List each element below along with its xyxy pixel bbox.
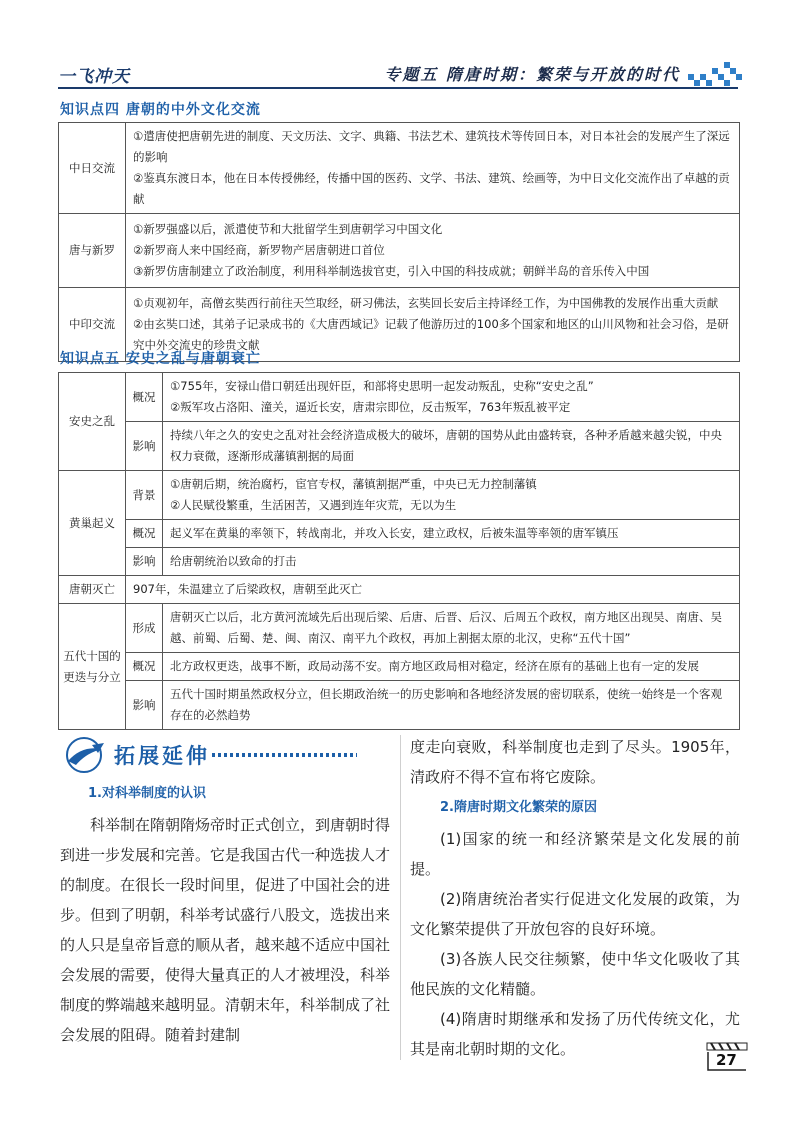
- sub-label: 概况: [126, 520, 163, 548]
- row-content: [163, 373, 740, 422]
- series-title: 一飞冲天: [58, 67, 130, 87]
- content-line: ②人民赋役繁重，生活困苦，又遇到连年灾荒，无以为生: [170, 498, 457, 512]
- row-content: 持续八年之久的安史之乱对社会经济造成极大的破坏，唐朝的国势从此由盛转衰，各种矛盾越来越尖锐，中央权力衰微，逐渐形成藩镇割据的局面: [163, 422, 740, 471]
- dashed-bar: [212, 753, 357, 757]
- sub-label: 概况: [126, 373, 163, 422]
- sub-label: 背景: [126, 471, 163, 520]
- table-row: [59, 373, 740, 422]
- paragraph: (1)国家的统一和经济繁荣是文化发展的前提。: [410, 830, 740, 878]
- row-content: 给唐朝统治以致命的打击: [163, 548, 740, 576]
- row-label: 黄巢起义: [59, 471, 126, 576]
- paragraph: (2)隋唐统治者实行促进文化发展的政策，为文化繁荣提供了开放包容的良好环境。: [410, 890, 740, 938]
- content-line: ③新罗仿唐制建立了政治制度，利用科举制选拔官吏，引入中国的科技成就；朝鲜半岛的音乐传入中国: [133, 264, 650, 278]
- cultural-exchange-table: [58, 122, 740, 362]
- row-content: [126, 123, 740, 214]
- page-number: 27: [716, 1051, 737, 1069]
- table-row: [59, 471, 740, 520]
- swoosh-icon: [62, 735, 108, 775]
- header-rule: [58, 87, 738, 89]
- table-row: [59, 576, 740, 604]
- table-row: [59, 604, 740, 653]
- table-row: [59, 653, 740, 681]
- table-row: [59, 681, 740, 730]
- column-divider: [400, 735, 401, 1060]
- table-row: [59, 214, 740, 288]
- row-content: [163, 471, 740, 520]
- row-label: 唐与新罗: [59, 214, 126, 288]
- section5-title: 知识点五 安史之乱与唐朝衰亡: [60, 351, 261, 367]
- row-label: 中印交流: [59, 288, 126, 362]
- table-row: [59, 520, 740, 548]
- sub-label: 概况: [126, 653, 163, 681]
- row-content: 907年，朱温建立了后梁政权，唐朝至此灭亡: [126, 576, 740, 604]
- content-line: ①唐朝后期，统治腐朽，宦官专权，藩镇割据严重，中央已无力控制藩镇: [170, 477, 537, 491]
- content-line: ②鉴真东渡日本，他在日本传授佛经，传播中国的医药、文学、书法、建筑、绘画等，为中日文化交流作出了卓越的贡献: [133, 171, 730, 206]
- row-content: 唐朝灭亡以后，北方黄河流域先后出现后梁、后唐、后晋、后汉、后周五个政权，南方地区出现吴、南唐、吴越、前蜀、后蜀、楚、闽、南汉、南平九个政权，再加上割据太原的北汉，史称“五代十国”: [163, 604, 740, 653]
- content-line: ①贞观初年，高僧玄奘西行前往天竺取经，研习佛法，玄奘回长安后主持译经工作，为中国佛教的发展作出重大贡献: [133, 296, 719, 310]
- right-column: [410, 732, 740, 1064]
- table-row: [59, 123, 740, 214]
- an-shi-rebellion-table: [58, 372, 740, 730]
- sub-label: 影响: [126, 422, 163, 471]
- row-label: 唐朝灭亡: [59, 576, 126, 604]
- content-line: ①755年，安禄山借口朝廷出现奸臣，和部将史思明一起发动叛乱，史称“安史之乱”: [170, 379, 594, 393]
- row-content: [126, 214, 740, 288]
- paragraph: 科举制在隋朝隋炀帝时正式创立，到唐朝时得到进一步发展和完善。它是我国古代一种选拔人才的制度。在很长一段时间里，促进了中国社会的进步。但到了明朝，科举考试盛行八股文，选拔出来的人只是皇帝旨意的顺从者，越来越不适应中国社会发展的需要，使得大量真正的人才被埋没，科举制度的弊端越来越明显。清朝末年，科举制成了社会发展的阻碍。随着封建制: [60, 816, 391, 1044]
- extension-heading: [62, 735, 362, 775]
- content-line: ①新罗强盛以后，派遣使节和大批留学生到唐朝学习中国文化: [133, 222, 443, 236]
- content-line: ②由玄奘口述，其弟子记录成书的《大唐西域记》记载了他游历过的100多个国家和地区的山川风物和社会习俗，是研究中外交流史的珍贵文献: [133, 317, 729, 352]
- paragraph: (3)各族人民交往频繁，使中华文化吸收了其他民族的文化精髓。: [410, 950, 740, 998]
- page-number-badge: [706, 1042, 748, 1072]
- paragraph: (4)隋唐时期继承和发扬了历代传统文化，尤其是南北朝时期的文化。: [410, 1010, 740, 1058]
- row-label: 安史之乱: [59, 373, 126, 471]
- table-row: [59, 548, 740, 576]
- extension-title: 拓展延伸: [114, 744, 210, 768]
- row-content: 起义军在黄巢的率领下，转战南北，并攻入长安，建立政权，后被朱温等率领的唐军镇压: [163, 520, 740, 548]
- checker-decoration: [688, 60, 742, 86]
- row-content: 北方政权更迭，战事不断，政局动荡不安。南方地区政局相对稳定，经济在原有的基础上也有一定的发展: [163, 653, 740, 681]
- paragraph: 度走向衰败，科举制度也走到了尽头。1905年，清政府不得不宣布将它废除。: [410, 738, 740, 786]
- sub-label: 影响: [126, 548, 163, 576]
- sub-label: 影响: [126, 681, 163, 730]
- row-label: 中日交流: [59, 123, 126, 214]
- row-content: 五代十国时期虽然政权分立，但长期政治统一的历史影响和各地经济发展的密切联系，使统一始终是一个客观存在的必然趋势: [163, 681, 740, 730]
- topic-title: 专题五 隋唐时期：繁荣与开放的时代: [384, 65, 680, 84]
- content-line: ①遣唐使把唐朝先进的制度、天文历法、文字、典籍、书法艺术、建筑技术等传回日本，对日本社会的发展产生了深远的影响: [133, 129, 730, 164]
- content-line: ②新罗商人来中国经商，新罗物产居唐朝进口首位: [133, 243, 385, 257]
- table-row: [59, 422, 740, 471]
- sub-label: 形成: [126, 604, 163, 653]
- subheading: 1.对科举制度的认识: [88, 786, 206, 801]
- left-column: [60, 782, 390, 1050]
- row-label: 五代十国的更迭与分立: [59, 604, 126, 730]
- subheading: 2.隋唐时期文化繁荣的原因: [440, 800, 597, 815]
- section4-title: 知识点四 唐朝的中外文化交流: [60, 102, 261, 118]
- content-line: ②叛军攻占洛阳、潼关，逼近长安，唐肃宗即位，反击叛军，763年叛乱被平定: [170, 400, 571, 414]
